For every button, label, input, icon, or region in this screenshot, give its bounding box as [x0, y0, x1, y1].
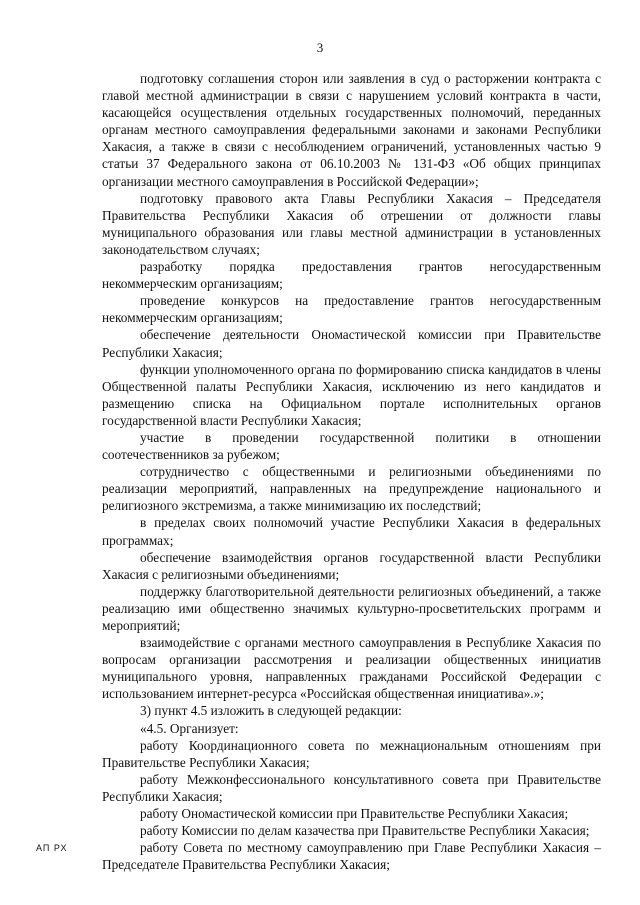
paragraph: работу Комиссии по делам казачества при Правительстве Республики Хакасия; — [140, 823, 590, 839]
registration-stamp: АП РХ — [36, 843, 68, 853]
paragraph: участие в проведении государственной политики в отношении соотечественников за рубежом; — [102, 429, 601, 463]
paragraph: подготовку правового акта Главы Республики Хакасия – Председателя Правительства Республики Хакасия об отрешении от должности главы муниципального образования или главы местной администрации в установленных законодательством случаях; — [102, 190, 601, 257]
paragraph: работу Межконфессионального консультативного совета при Правительстве Республики Хакасия; — [102, 771, 601, 804]
paragraph: поддержку благотворительной деятельности религиозных объединений, а также реализацию ими общественно значимых культурно-просветительских программ и мероприятий; — [102, 583, 601, 633]
paragraph: «4.5. Организует: — [140, 720, 239, 736]
paragraph: сотрудничество с общественными и религиозными объединениями по реализации мероприятий, направленных на предупреждение национального и религиозного экстремизма, а также минимизацию их последствий; — [102, 464, 601, 514]
paragraph: обеспечение взаимодействия органов государственной власти Республики Хакасия с религиозными объединениями; — [102, 549, 601, 582]
paragraph: проведение конкурсов на предоставление грантов негосударственным некоммерческим организациям; — [102, 293, 601, 326]
document-body — [102, 70, 601, 873]
paragraph: работу Ономастической комиссии при Правительстве Республики Хакасия; — [140, 806, 569, 822]
paragraph: работу Координационного совета по межнациональным отношениям при Правительстве Республики Хакасия; — [102, 737, 601, 770]
paragraph: функции уполномоченного органа по формированию списка кандидатов в члены Общественной палаты Республики Хакасия, исключению из него кандидатов и размещению списка на Официальном портале исполнительных органов государственной власти Республики Хакасия; — [102, 361, 601, 428]
paragraph: обеспечение деятельности Ономастической комиссии при Правительстве Республики Хакасия; — [102, 327, 601, 360]
paragraph: 3) пункт 4.5 изложить в следующей редакции: — [140, 703, 402, 719]
paragraph: работу Совета по местному самоуправлению при Главе Республики Хакасия – Председателе Правительства Республики Хакасия; — [102, 840, 601, 873]
paragraph: в пределах своих полномочий участие Республики Хакасия в федеральных программах; — [102, 515, 601, 548]
paragraph: взаимодействие с органами местного самоуправления в Республике Хакасия по вопросам организации рассмотрения и реализации общественных инициатив муниципального уровня, направленных гражданами Российской Федерации с использованием интернет-ресурса «Российская общественная инициатива».»; — [102, 635, 601, 702]
page-number: 3 — [316, 40, 324, 55]
paragraph: подготовку соглашения сторон или заявления в суд о расторжении контракта с главой местной администрации в связи с нарушением условий контракта в части, касающейся осуществления отдельных государственных полномочий, переданных органам местного самоуправления федеральными законами и законами Республики Хакасия, а также в связи с несоблюдением ограничений, установленных частью 9 статьи 37 Федерального закона от 06.10.2003 № 131-ФЗ «Об общих принципах организации местного самоуправления в Российской Федерации»; — [102, 71, 601, 189]
paragraph: разработку порядка предоставления грантов негосударственным некоммерческим организациям; — [102, 259, 601, 292]
